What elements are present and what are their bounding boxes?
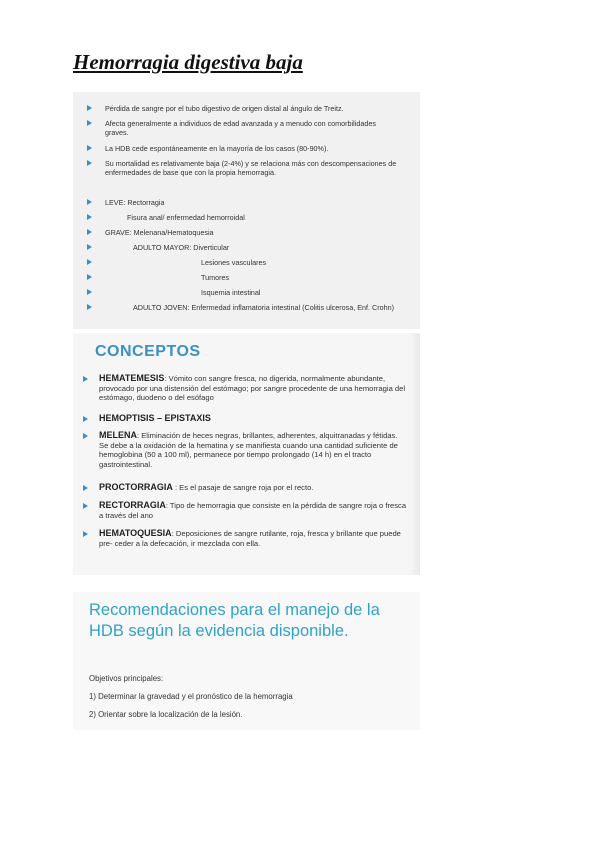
classification-text: ADULTO MAYOR: Diverticular xyxy=(133,243,230,252)
recommendations-heading: Recomendaciones para el manejo de la HDB según la evidencia disponible. xyxy=(89,601,380,640)
classification-text: Tumores xyxy=(201,273,230,282)
classification-text: ADULTO JOVEN: Enfermedad inflamatoria intestinal (Colitis ulcerosa, Enf. Crohn) xyxy=(133,303,394,312)
triangle-bullet-icon xyxy=(87,199,92,205)
concept-term: RECTORRAGIA xyxy=(99,500,166,510)
classification-item xyxy=(87,288,407,297)
triangle-bullet-icon xyxy=(83,531,88,537)
concept-description: : Vómito con sangre fresca, no digerida, normalmente abundante, provocado por una distensión del estómago; por sangre procedente de una hemorragia del estómago, duodeno o del esófago xyxy=(99,374,406,402)
bullet-item xyxy=(87,119,387,137)
slide-concepts xyxy=(73,333,420,575)
triangle-bullet-icon xyxy=(87,274,92,280)
concept-item xyxy=(83,374,408,403)
triangle-bullet-icon xyxy=(87,244,92,250)
triangle-bullet-icon xyxy=(83,416,88,422)
triangle-bullet-icon xyxy=(83,376,88,382)
classification-text: Fisura anal/ enfermedad hemorroidal xyxy=(127,213,245,222)
bullet-text: Afecta generalmente a individuos de edad avanzada y a menudo con comorbilidades graves. xyxy=(105,119,376,137)
triangle-bullet-icon xyxy=(87,229,92,235)
triangle-bullet-icon xyxy=(83,433,88,439)
triangle-bullet-icon xyxy=(87,120,92,126)
objectives-subtitle: Objetivos principales: xyxy=(89,674,164,683)
concept-description: : Es el pasaje de sangre roja por el recto. xyxy=(172,483,314,492)
bullet-text: La HDB cede espontáneamente en la mayoría de los casos (80-90%). xyxy=(105,144,329,153)
classification-item xyxy=(87,303,412,312)
triangle-bullet-icon xyxy=(87,289,92,295)
classification-item xyxy=(87,243,407,252)
objective-item: 2) Orientar sobre la localización de la lesión. xyxy=(89,710,243,719)
classification-text: Lesiones vasculares xyxy=(201,258,267,267)
bullet-item xyxy=(87,159,407,177)
triangle-bullet-icon xyxy=(87,214,92,220)
triangle-bullet-icon xyxy=(87,259,92,265)
concept-description: : Eliminación de heces negras, brillantes, adherentes, alquitranadas y fétidas. Se debe a la oxidación de la hematina y se manifiesta cuando una cantidad suficiente de hemoglobina (50 a 100 ml), permanece por tiempo prolongado (14 h) en el tracto gastrointestinal. xyxy=(99,431,398,469)
triangle-bullet-icon xyxy=(87,304,92,310)
classification-item xyxy=(87,228,407,237)
concept-description: : Deposiciones de sangre rutilante, roja, fresca y brillante que puede pre- ceder a la defecación, ir mezclada con ella. xyxy=(99,529,401,548)
classification-item xyxy=(87,273,407,282)
classification-item xyxy=(87,198,407,207)
bullet-text: Su mortalidad es relativamente baja (2-4%) y se relaciona más con descompensaciones de enfermedades de base que con la propia hemorragia. xyxy=(105,159,397,177)
bullet-item xyxy=(87,144,412,153)
triangle-bullet-icon xyxy=(83,503,88,509)
triangle-bullet-icon xyxy=(83,485,88,491)
slide-recommendations xyxy=(73,592,420,730)
concept-term: HEMATOQUESIA xyxy=(99,528,172,538)
concept-item xyxy=(83,483,408,493)
concept-term: PROCTORRAGIA xyxy=(99,482,173,492)
classification-text: Isquemia intestinal xyxy=(201,288,261,297)
document-title: Hemorragia digestiva baja xyxy=(73,50,303,74)
classification-text: GRAVE: Melenana/Hematoquesia xyxy=(105,228,214,237)
concept-item xyxy=(83,431,408,469)
bullet-text: Pérdida de sangre por el tubo digestivo de origen distal al ángulo de Treitz. xyxy=(105,104,344,113)
classification-text: LEVE: Rectorragia xyxy=(105,198,165,207)
concept-item xyxy=(83,414,408,424)
triangle-bullet-icon xyxy=(87,145,92,151)
concept-term: MELENA xyxy=(99,430,137,440)
triangle-bullet-icon xyxy=(87,160,92,166)
bullet-item xyxy=(87,104,412,113)
concept-description: : Tipo de hemorragia que consiste en la pérdida de sangre roja o fresca a través del ano xyxy=(99,501,407,520)
concept-item xyxy=(83,501,408,520)
classification-item xyxy=(87,213,407,222)
slide-edge-shade xyxy=(410,333,420,575)
triangle-bullet-icon xyxy=(87,105,92,111)
classification-item xyxy=(87,258,407,267)
concepts-heading: CONCEPTOS xyxy=(95,343,201,360)
concept-item xyxy=(83,529,408,548)
concept-term: HEMOPTISIS – EPISTAXIS xyxy=(99,413,211,423)
concept-term: HEMATEMESIS xyxy=(99,373,165,383)
objective-item: 1) Determinar la gravedad y el pronóstico de la hemorragia xyxy=(89,692,293,701)
slide-definition xyxy=(73,92,420,329)
